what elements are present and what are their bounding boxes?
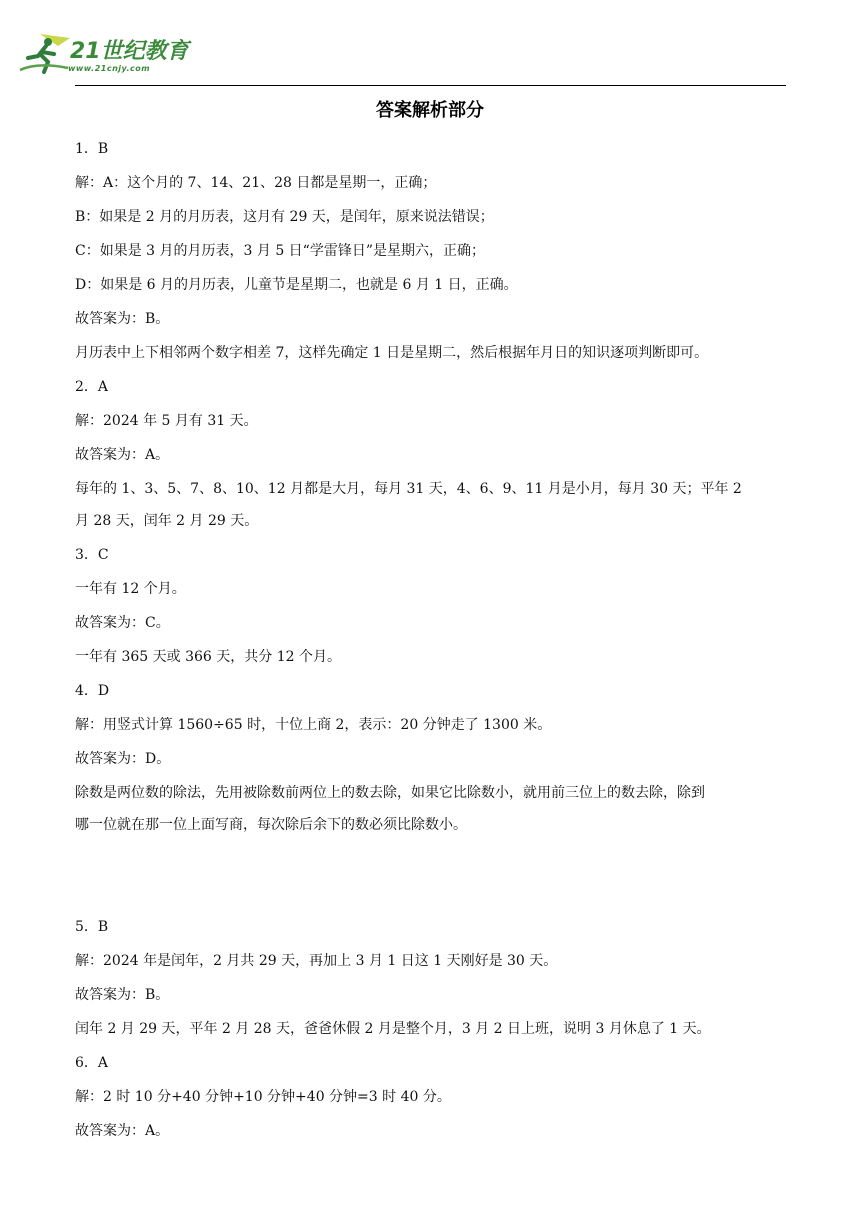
answer-line: 1．B [75, 141, 109, 157]
answer-line: 解：2024 年是闰年，2 月共 29 天，再加上 3 月 1 日这 1 天刚好是 30 天。 [75, 953, 558, 969]
answer-line: C：如果是 3 月的月历表，3 月 5 日“学雷锋日”是星期六，正确； [75, 243, 485, 259]
answer-line: 2．A [75, 379, 109, 395]
answer-line: 解：2 时 10 分+40 分钟+10 分钟+40 分钟=3 时 40 分。 [75, 1089, 451, 1105]
answer-line: 6．A [75, 1055, 109, 1071]
answer-line: 4．D [75, 683, 110, 699]
answer-line: 一年有 365 天或 366 天，共分 12 个月。 [75, 649, 341, 665]
answer-line: 解：2024 年 5 月有 31 天。 [75, 413, 258, 429]
answer-line: 故答案为：B。 [75, 311, 170, 327]
answer-line: 除数是两位数的除法，先用被除数前两位上的数去除，如果它比除数小，就用前三位上的数去除，除到 [75, 785, 705, 801]
logo-wordmark: 21世纪教育 [70, 39, 189, 64]
answer-line: 故答案为：B。 [75, 987, 170, 1003]
page-title: 答案解析部分 [376, 100, 484, 121]
answer-line: 解：用竖式计算 1560÷65 时，十位上商 2，表示：20 分钟走了 1300 米。 [75, 717, 552, 733]
header-rule [75, 85, 786, 86]
answer-line: 哪一位就在那一位上面写商，每次除后余下的数必须比除数小。 [75, 817, 467, 833]
answer-line: 月 28 天，闰年 2 月 29 天。 [75, 513, 259, 529]
answer-line: 一年有 12 个月。 [75, 581, 186, 597]
answer-line: 3．C [75, 547, 109, 563]
answer-line: 闰年 2 月 29 天，平年 2 月 28 天，爸爸休假 2 月是整个月，3 月 2 日上班，说明 3 月休息了 1 天。 [75, 1021, 711, 1037]
answer-line: 5．B [75, 919, 109, 935]
answer-line: 故答案为：A。 [75, 447, 170, 463]
answer-line: B：如果是 2 月的月历表，这月有 29 天，是闰年，原来说法错误； [75, 209, 494, 225]
answer-line: D：如果是 6 月的月历表，儿童节是星期二，也就是 6 月 1 日，正确。 [75, 277, 518, 293]
answer-line: 月历表中上下相邻两个数字相差 7，这样先确定 1 日是星期二，然后根据年月日的知识逐项判断即可。 [75, 345, 709, 361]
answer-line: 每年的 1、3、5、7、8、10、12 月都是大月，每月 31 天，4、6、9、11 月是小月，每月 30 天；平年 2 [75, 481, 742, 497]
answer-line: 故答案为：D。 [75, 751, 171, 767]
logo-url: www.21cnjy.com [68, 64, 151, 73]
answer-line: 故答案为：C。 [75, 615, 170, 631]
answer-line: 故答案为：A。 [75, 1123, 170, 1139]
answer-line: 解：A：这个月的 7、14、21、28 日都是星期一，正确； [75, 175, 437, 191]
logo [18, 32, 193, 80]
